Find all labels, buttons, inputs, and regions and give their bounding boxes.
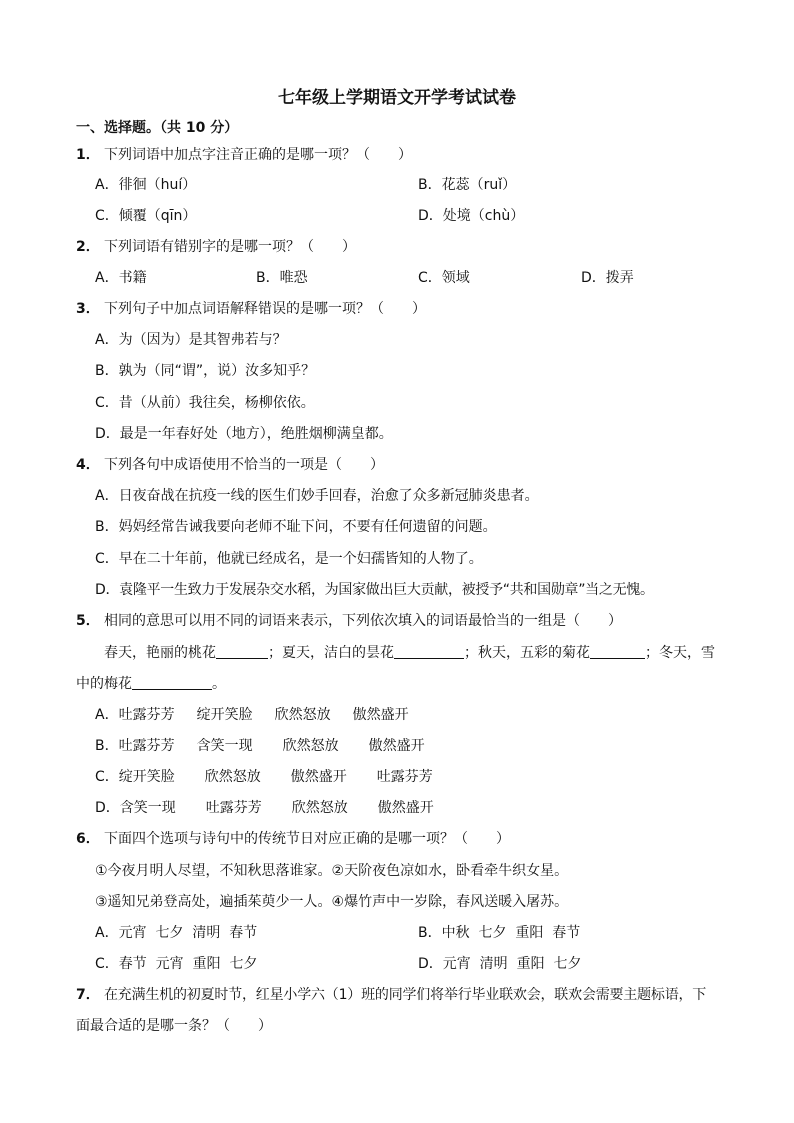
question-6-option-b: B．中秋 七夕 重阳 春节 — [418, 925, 581, 941]
passage-autumn: ；秋天，五彩的菊花 — [464, 645, 590, 661]
question-3-option-a: A．为（因为）是其智弗若与？ — [95, 332, 287, 348]
question-3-stem: 下列句子中加点词语解释错误的是哪一项？（ ） — [104, 301, 426, 317]
question-1-stem: 下列词语中加点字注音正确的是哪一项？（ ） — [104, 147, 412, 163]
question-6-option-d: D．元宵 清明 重阳 七夕 — [418, 956, 582, 972]
question-6-poem-line-2: ③遥知兄弟登高处，遍插茱萸少一人。④爆竹声中一岁除，春风送暖入屠苏。 — [95, 894, 569, 910]
question-2-option-a: A．书籍 — [95, 270, 147, 286]
question-6-stem: 下面四个选项与诗句中的传统节日对应正确的是哪一项？（ ） — [104, 831, 510, 847]
question-1-option-b: B．花蕊（ruǐ） — [418, 177, 517, 193]
question-4-stem: 下列各句中成语使用不恰当的一项是（ ） — [104, 457, 384, 473]
blank-2 — [394, 644, 464, 659]
question-5-number: 5． — [76, 613, 100, 629]
section-heading: 一、选择题。（共 10 分） — [76, 120, 239, 136]
question-5-stem: 相同的意思可以用不同的词语来表示，下列依次填入的词语最恰当的一组是（ ） — [104, 613, 622, 629]
question-1-number: 1． — [76, 147, 100, 163]
blank-1 — [216, 644, 268, 659]
blank-3 — [590, 644, 645, 659]
passage-end: 。 — [212, 676, 226, 692]
question-4-option-c: C．早在二十年前，他就已经成名，是一个妇孺皆知的人物了。 — [95, 551, 483, 567]
question-3-option-b: B．孰为（同“谓”，说）汝多知乎？ — [95, 363, 316, 379]
passage-summer: ；夏天，洁白的昙花 — [268, 645, 394, 661]
passage-plum: 中的梅花 — [76, 676, 132, 692]
question-3-option-d: D．最是一年春好处（地方），绝胜烟柳满皇都。 — [95, 426, 393, 442]
question-1-option-d: D．处境（chù） — [418, 208, 525, 224]
question-2-option-b: B．唯恐 — [256, 270, 308, 286]
question-3-option-c: C．昔（从前）我往矣，杨柳依依。 — [95, 395, 315, 411]
passage-spring: 春天，艳丽的桃花 — [104, 645, 216, 661]
question-4-option-d: D．袁隆平一生致力于发展杂交水稻，为国家做出巨大贡献，被授予“共和国勋章”当之无愧。 — [95, 582, 654, 598]
question-6-option-a: A．元宵 七夕 清明 春节 — [95, 925, 258, 941]
question-4-option-a: A．日夜奋战在抗疫一线的医生们妙手回春，治愈了众多新冠肺炎患者。 — [95, 488, 539, 504]
question-1-option-a: A．徘徊（huí） — [95, 177, 197, 193]
page-title: 七年级上学期语文开学考试试卷 — [278, 88, 516, 108]
question-6-option-c: C．春节 元宵 重阳 七夕 — [95, 956, 258, 972]
question-7-stem-line-2: 面最合适的是哪一条？（ ） — [76, 1018, 272, 1034]
passage-winter: ；冬天，雪 — [645, 645, 715, 661]
question-7-number: 7． — [76, 987, 100, 1003]
question-2-stem: 下列词语有错别字的是哪一项？（ ） — [104, 239, 356, 255]
question-2-option-d: D．拨弄 — [581, 270, 634, 286]
question-2-option-c: C．领域 — [418, 270, 470, 286]
question-6-poem-line-1: ①今夜月明人尽望，不知秋思落谁家。②天阶夜色凉如水，卧看牵牛织女星。 — [95, 863, 569, 879]
question-5-passage-line-1 — [104, 643, 715, 663]
blank-4 — [132, 675, 212, 690]
question-1-option-c: C．倾覆（qīn） — [95, 208, 197, 224]
question-2-number: 2． — [76, 239, 100, 255]
question-3-number: 3． — [76, 301, 100, 317]
question-4-option-b: B．妈妈经常告诫我要向老师不耻下问，不要有任何遗留的问题。 — [95, 519, 497, 535]
question-5-passage-line-2 — [76, 674, 226, 694]
question-7-stem-line-1: 在充满生机的初夏时节，红星小学六（1）班的同学们将举行毕业联欢会，联欢会需要主题标语，下 — [104, 987, 707, 1003]
question-5-option-a: A．吐露芬芳 绽开笑脸 欣然怒放 傲然盛开 — [95, 707, 409, 723]
question-6-number: 6． — [76, 831, 100, 847]
question-4-number: 4． — [76, 457, 100, 473]
question-5-option-d: D．含笑一现 吐露芬芳 欣然怒放 傲然盛开 — [95, 800, 434, 816]
question-5-option-b: B．吐露芬芳 含笑一现 欣然怒放 傲然盛开 — [95, 738, 425, 754]
question-5-option-c: C．绽开笑脸 欣然怒放 傲然盛开 吐露芬芳 — [95, 769, 433, 785]
